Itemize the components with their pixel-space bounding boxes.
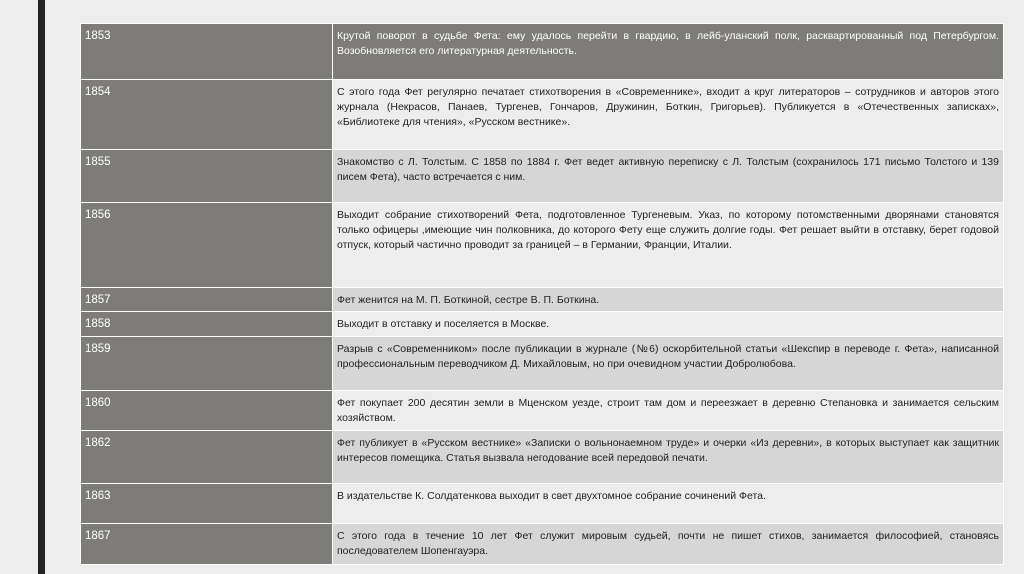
event-cell: Фет публикует в «Русском вестнике» «Записки о вольнонаемном труде» и очерки «Из деревни», в которых выступает как защитник интересов помещика. Статья вызвала негодование всей передовой печати.	[333, 431, 1004, 484]
table-row	[81, 203, 1004, 288]
year-cell: 1854	[81, 80, 333, 150]
year-cell: 1867	[81, 524, 333, 565]
table-row	[81, 484, 1004, 524]
year-cell: 1853	[81, 24, 333, 80]
event-cell: Фет женится на М. П. Боткиной, сестре В. П. Боткина.	[333, 288, 1004, 312]
table-row	[81, 524, 1004, 565]
timeline-table	[80, 23, 1004, 565]
year-cell: 1857	[81, 288, 333, 312]
table-row	[81, 431, 1004, 484]
event-cell: Разрыв с «Современником» после публикации в журнале (№6) оскорбительной статьи «Шекспир в переводе г. Фета», написанной профессиональным переводчиком Д. Михайловым, но при очевидном участии Добролюбова.	[333, 337, 1004, 391]
table-row	[81, 80, 1004, 150]
table-row	[81, 24, 1004, 80]
event-cell: С этого года Фет регулярно печатает стихотворения в «Современнике», входит а круг литераторов – сотрудников и авторов этого журнала (Некрасов, Панаев, Тургенев, Гончаров, Дружинин, Боткин, Григорьев). Публикуется в «Отечественных записках», «Библиотеке для чтения», «Русском вестнике».	[333, 80, 1004, 150]
event-cell: Выходит в отставку и поселяется в Москве.	[333, 312, 1004, 337]
table-row	[81, 150, 1004, 203]
event-cell: С этого года в течение 10 лет Фет служит мировым судьей, почти не пишет стихов, занимается философией, становясь последователем Шопенгауэра.	[333, 524, 1004, 565]
event-cell: Знакомство с Л. Толстым. С 1858 по 1884 г. Фет ведет активную переписку с Л. Толстым (сохранилось 171 письмо Толстого и 139 писем Фета), часто встречается с ним.	[333, 150, 1004, 203]
year-cell: 1863	[81, 484, 333, 524]
year-cell: 1859	[81, 337, 333, 391]
year-cell: 1862	[81, 431, 333, 484]
event-cell: Фет покупает 200 десятин земли в Мценском уезде, строит там дом и переезжает в деревню Степановка и занимается сельским хозяйством.	[333, 391, 1004, 431]
event-cell: В издательстве К. Солдатенкова выходит в свет двухтомное собрание сочинений Фета.	[333, 484, 1004, 524]
year-cell: 1860	[81, 391, 333, 431]
year-cell: 1858	[81, 312, 333, 337]
event-cell: Выходит собрание стихотворений Фета, подготовленное Тургеневым. Указ, по которому потомственными дворянами становятся только офицеры ,имеющие чин полковника, до которого Фету еще служить долгие годы. Фет решает выйти в отставку, берет годовой отпуск, который частично проводит за границей – в Германии, Франции, Италии.	[333, 203, 1004, 288]
year-cell: 1855	[81, 150, 333, 203]
year-cell: 1856	[81, 203, 333, 288]
table-row	[81, 288, 1004, 312]
left-accent-bar	[38, 0, 45, 574]
event-cell: Крутой поворот в судьбе Фета: ему удалось перейти в гвардию, в лейб-уланский полк, расквартированный под Петербургом. Возобновляется его литературная деятельность.	[333, 24, 1004, 80]
table-row	[81, 337, 1004, 391]
table-row	[81, 391, 1004, 431]
table-row	[81, 312, 1004, 337]
